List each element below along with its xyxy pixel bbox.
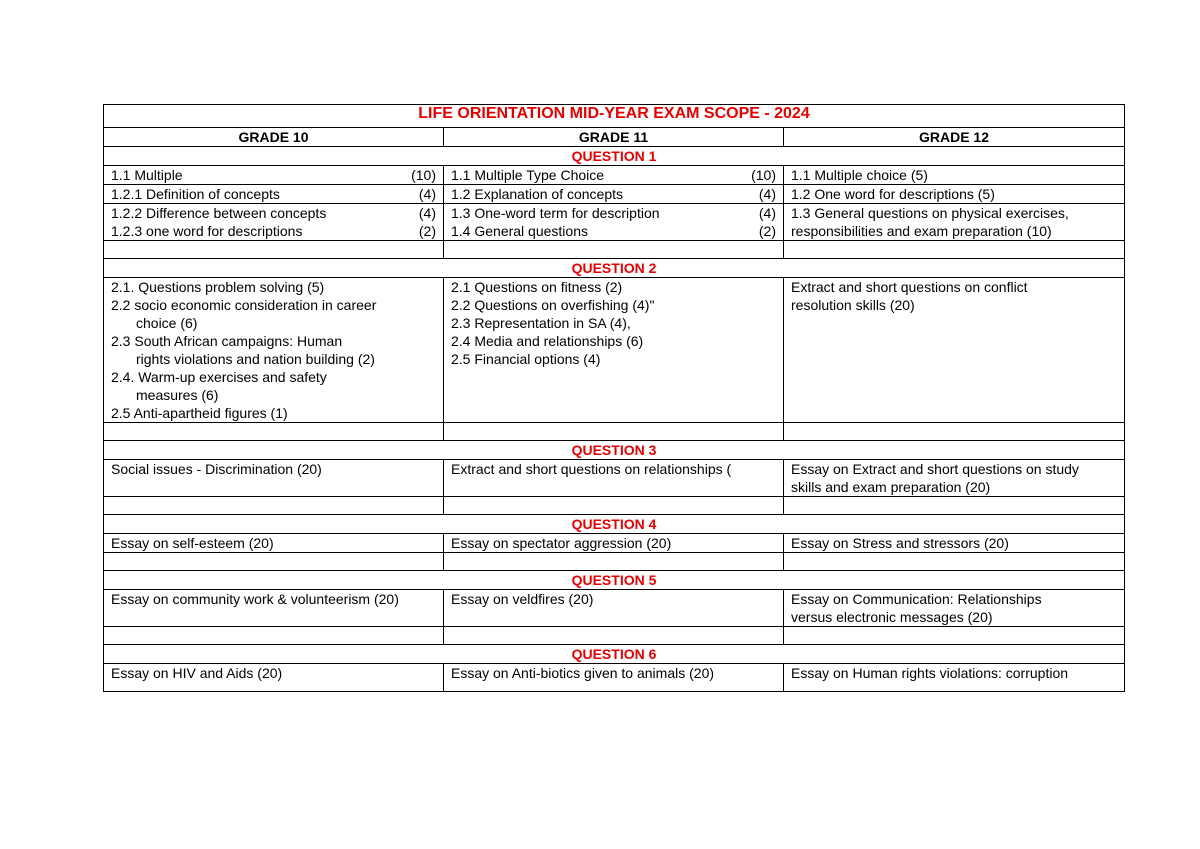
scope-item-text: Essay on Anti-biotics given to animals (20)	[451, 665, 715, 681]
question-header-row	[104, 571, 1125, 590]
empty-cell	[444, 497, 784, 515]
empty-cell	[444, 627, 784, 645]
question-header-row	[104, 441, 1125, 460]
scope-item-marks: (2)	[758, 223, 776, 239]
exam-scope-table	[103, 104, 1125, 692]
scope-item	[791, 460, 1117, 478]
scope-item-marks: (4)	[418, 205, 436, 221]
content-row	[104, 590, 1125, 627]
question-label: QUESTION 4	[104, 515, 1125, 534]
content-row	[104, 185, 1125, 204]
scope-item-text: Essay on community work & volunteerism (20)	[111, 591, 399, 607]
question-header-row	[104, 147, 1125, 166]
scope-item-text: skills and exam preparation (20)	[791, 479, 991, 495]
empty-cell	[444, 241, 784, 259]
scope-item-marks: (4)	[758, 205, 776, 221]
page-title: LIFE ORIENTATION MID-YEAR EXAM SCOPE - 2024	[104, 105, 1125, 128]
grade-10-header: GRADE 10	[104, 128, 444, 147]
scope-item-text: 2.5 Financial options (4)	[451, 351, 601, 367]
empty-row	[104, 423, 1125, 441]
scope-item	[451, 222, 776, 240]
scope-item	[111, 314, 436, 332]
empty-row	[104, 553, 1125, 571]
scope-item-text: Extract and short questions on relationships (	[451, 461, 732, 477]
question-header-row	[104, 645, 1125, 664]
scope-item-text: 1.2 One word for descriptions (5)	[791, 186, 995, 202]
grade-12-cell	[784, 204, 1125, 241]
content-row	[104, 664, 1125, 683]
scope-item-text: 1.3 General questions on physical exercises,	[791, 205, 1069, 221]
scope-item	[111, 332, 436, 350]
scope-item-text: Essay on Extract and short questions on study	[791, 461, 1079, 477]
scope-item-text: Essay on Human rights violations: corruption	[791, 665, 1069, 681]
scope-item	[791, 664, 1117, 682]
grade-header-row	[104, 128, 1125, 147]
question-header-row	[104, 259, 1125, 278]
scope-item	[111, 350, 436, 368]
scope-item-text: 2.1 Questions on fitness (2)	[451, 279, 623, 295]
scope-item	[451, 664, 776, 682]
scope-item	[791, 222, 1117, 240]
scope-item-text: resolution skills (20)	[791, 297, 915, 313]
scope-item-text: measures (6)	[136, 387, 219, 403]
scope-item-marks: (10)	[751, 167, 776, 183]
scope-item	[791, 478, 1117, 496]
scope-item-text: Essay on HIV and Aids (20)	[111, 665, 283, 681]
scope-item-text: 2.5 Anti-apartheid figures (1)	[111, 405, 288, 421]
scope-item-text: 1.2.3 one word for descriptions	[111, 223, 303, 239]
scope-item	[451, 534, 776, 552]
grade-11-header: GRADE 11	[444, 128, 784, 147]
empty-row	[104, 497, 1125, 515]
empty-cell	[784, 423, 1125, 441]
scope-item-marks: (2)	[418, 223, 436, 239]
scope-item-text: Social issues - Discrimination (20)	[111, 461, 322, 477]
scope-item-text: Essay on Stress and stressors (20)	[791, 535, 1009, 551]
scope-item	[111, 386, 436, 404]
question-label: QUESTION 6	[104, 645, 1125, 664]
grade-12-cell	[784, 590, 1125, 627]
grade-12-cell	[784, 664, 1125, 683]
scope-item	[791, 166, 1117, 184]
scope-item	[451, 185, 776, 203]
scope-item	[111, 404, 436, 422]
empty-row	[104, 627, 1125, 645]
scope-item	[111, 278, 436, 296]
scope-item-text: rights violations and nation building (2)	[136, 351, 375, 367]
empty-cell	[104, 241, 444, 259]
scope-item-text: 1.4 General questions	[451, 223, 588, 239]
empty-cell	[784, 553, 1125, 571]
scope-item	[111, 222, 436, 240]
scope-item-text: Essay on self-esteem (20)	[111, 535, 274, 551]
scope-item-text: versus electronic messages (20)	[791, 609, 993, 625]
grade-11-cell	[444, 185, 784, 204]
grade-10-cell	[104, 204, 444, 241]
scope-item-text: 2.1. Questions problem solving (5)	[111, 279, 325, 295]
scope-item-text: 1.1 Multiple	[111, 167, 183, 183]
scope-item	[451, 350, 776, 368]
scope-item-text: 1.2 Explanation of concepts	[451, 186, 624, 202]
scope-item	[451, 314, 776, 332]
scope-item	[791, 608, 1117, 626]
grade-11-cell	[444, 278, 784, 423]
scope-item-text: 2.3 South African campaigns: Human	[111, 333, 343, 349]
scope-item	[451, 166, 776, 184]
empty-cell	[444, 553, 784, 571]
scope-item-text: 1.3 One-word term for description	[451, 205, 660, 221]
empty-cell	[784, 241, 1125, 259]
content-row	[104, 278, 1125, 423]
scope-item	[791, 185, 1117, 203]
grade-11-cell	[444, 204, 784, 241]
grade-11-cell	[444, 534, 784, 553]
empty-cell	[104, 497, 444, 515]
empty-cell	[104, 423, 444, 441]
scope-item	[791, 534, 1117, 552]
grade-10-cell	[104, 278, 444, 423]
scope-item-text: 1.1 Multiple Type Choice	[451, 167, 605, 183]
grade-12-cell	[784, 185, 1125, 204]
scope-item	[451, 460, 776, 478]
grade-12-cell	[784, 460, 1125, 497]
scope-item	[111, 534, 436, 552]
scope-item-text: Essay on spectator aggression (20)	[451, 535, 672, 551]
empty-cell	[784, 497, 1125, 515]
content-row	[104, 204, 1125, 241]
empty-cell	[784, 627, 1125, 645]
scope-item	[111, 368, 436, 386]
grade-10-cell	[104, 590, 444, 627]
empty-cell	[784, 682, 1125, 692]
scope-item	[791, 278, 1117, 296]
grade-10-cell	[104, 664, 444, 683]
grade-12-cell	[784, 534, 1125, 553]
grade-11-cell	[444, 166, 784, 185]
last-row-padding	[104, 682, 1125, 692]
question-label: QUESTION 5	[104, 571, 1125, 590]
question-label: QUESTION 2	[104, 259, 1125, 278]
empty-cell	[104, 627, 444, 645]
scope-item	[451, 278, 776, 296]
scope-item	[451, 332, 776, 350]
scope-item-text: responsibilities and exam preparation (10)	[791, 223, 1052, 239]
scope-item-text: 2.2 socio economic consideration in career	[111, 297, 377, 313]
scope-item	[791, 590, 1117, 608]
scope-item-text: 1.2.2 Difference between concepts	[111, 205, 327, 221]
scope-item	[791, 204, 1117, 222]
grade-10-cell	[104, 534, 444, 553]
scope-item-text: 2.4. Warm-up exercises and safety	[111, 369, 327, 385]
scope-item	[791, 296, 1117, 314]
scope-item	[451, 590, 776, 608]
content-row	[104, 534, 1125, 553]
scope-item-text: Extract and short questions on conflict	[791, 279, 1028, 295]
question-header-row	[104, 515, 1125, 534]
scope-item	[111, 185, 436, 203]
scope-item	[451, 296, 776, 314]
grade-11-cell	[444, 590, 784, 627]
title-row	[104, 105, 1125, 128]
scope-item-text: 2.2 Questions on overfishing (4)"	[451, 297, 655, 313]
scope-item	[111, 166, 436, 184]
scope-item-text: choice (6)	[136, 315, 198, 331]
scope-item-text: 2.3 Representation in SA (4),	[451, 315, 631, 331]
scope-item	[451, 204, 776, 222]
scope-item-text: Essay on veldfires (20)	[451, 591, 594, 607]
scope-item-text: 2.4 Media and relationships (6)	[451, 333, 644, 349]
empty-cell	[444, 423, 784, 441]
empty-cell	[104, 553, 444, 571]
question-label: QUESTION 1	[104, 147, 1125, 166]
grade-11-cell	[444, 664, 784, 683]
scope-item	[111, 590, 436, 608]
grade-12-header: GRADE 12	[784, 128, 1125, 147]
scope-item	[111, 664, 436, 682]
scope-item-text: 1.1 Multiple choice (5)	[791, 167, 928, 183]
scope-item	[111, 204, 436, 222]
grade-10-cell	[104, 166, 444, 185]
scope-item	[111, 296, 436, 314]
scope-item-marks: (4)	[758, 186, 776, 202]
grade-10-cell	[104, 460, 444, 497]
content-row	[104, 166, 1125, 185]
scope-item-marks: (4)	[418, 186, 436, 202]
scope-item-marks: (10)	[411, 167, 436, 183]
content-row	[104, 460, 1125, 497]
scope-item-text: Essay on Communication: Relationships	[791, 591, 1042, 607]
scope-item	[111, 460, 436, 478]
scope-item-text: 1.2.1 Definition of concepts	[111, 186, 280, 202]
grade-12-cell	[784, 166, 1125, 185]
grade-12-cell	[784, 278, 1125, 423]
empty-cell	[104, 682, 444, 692]
grade-10-cell	[104, 185, 444, 204]
empty-row	[104, 241, 1125, 259]
empty-cell	[444, 682, 784, 692]
question-label: QUESTION 3	[104, 441, 1125, 460]
grade-11-cell	[444, 460, 784, 497]
